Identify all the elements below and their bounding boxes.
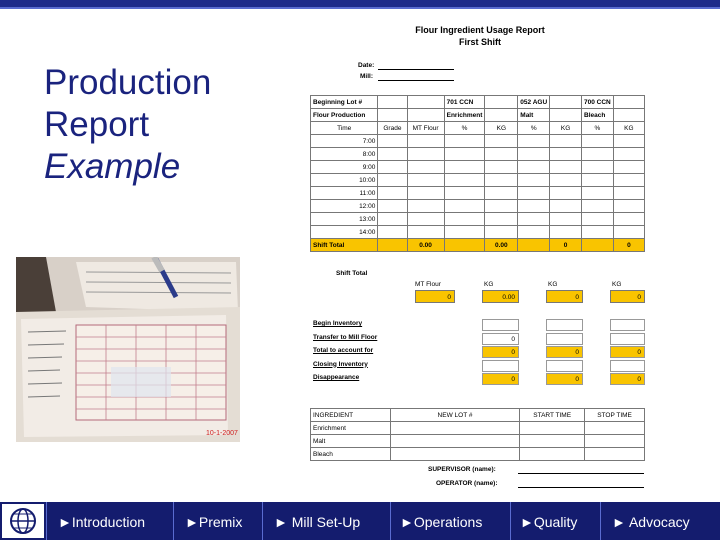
inventory-value[interactable] (610, 333, 645, 345)
entry-cell[interactable] (518, 200, 550, 213)
shift-total-cell: 0 (613, 239, 644, 252)
report-subtitle: First Shift (459, 37, 501, 47)
entry-cell[interactable] (550, 148, 582, 161)
column-header-cell: KG (485, 122, 518, 135)
time-cell: 14:00 (311, 226, 378, 239)
ingredient-row (311, 422, 645, 435)
lot-header-cell: 701 CCN (444, 96, 485, 109)
product-header-cell: Flour Production (311, 109, 378, 122)
report-photo (16, 257, 240, 442)
operator-label: OPERATOR (name): (436, 480, 498, 487)
date-label: Date: (358, 62, 375, 69)
column-header-cell: % (444, 122, 485, 135)
entry-cell[interactable] (378, 200, 407, 213)
summary-mt-flour: 0 (415, 290, 455, 303)
shift-total-cell (444, 239, 485, 252)
nav-mill-setup[interactable]: ► Mill Set-Up (274, 514, 361, 530)
entry-cell[interactable] (407, 187, 444, 200)
entry-cell[interactable] (378, 135, 407, 148)
entry-cell[interactable] (378, 213, 407, 226)
shift-total-cell (378, 239, 407, 252)
entry-cell[interactable] (378, 187, 407, 200)
entry-cell[interactable] (378, 161, 407, 174)
entry-cell[interactable] (550, 174, 582, 187)
inventory-value[interactable]: 0 (610, 346, 645, 358)
entry-cell[interactable] (444, 148, 485, 161)
entry-cell[interactable] (550, 161, 582, 174)
time-row (311, 187, 645, 200)
inventory-value[interactable]: 0 (610, 373, 645, 385)
ingredient-header-cell: NEW LOT # (390, 409, 519, 422)
lot-header-cell (407, 96, 444, 109)
production-table (310, 95, 645, 252)
ingredient-header-row (311, 409, 645, 422)
entry-cell[interactable] (550, 135, 582, 148)
entry-cell[interactable] (407, 148, 444, 161)
entry-cell[interactable] (407, 161, 444, 174)
entry-cell[interactable] (518, 187, 550, 200)
inventory-label: Closing Inventory (313, 360, 368, 368)
entry-cell[interactable] (582, 226, 614, 239)
entry-cell[interactable] (485, 161, 518, 174)
shift-total-label: Shift Total (336, 270, 368, 277)
column-header-cell: MT Flour (407, 122, 444, 135)
entry-cell[interactable] (444, 200, 485, 213)
entry-cell[interactable] (613, 161, 644, 174)
entry-cell[interactable] (613, 187, 644, 200)
nav-premix[interactable]: ►Premix (185, 514, 243, 530)
ingredient-entry-cell[interactable] (585, 435, 645, 448)
lot-header-cell: 052 AGU (518, 96, 550, 109)
entry-cell[interactable] (444, 135, 485, 148)
inventory-value[interactable]: 0 (482, 346, 519, 358)
inventory-label: Total to account for (313, 347, 374, 354)
inventory-value[interactable] (610, 360, 645, 372)
entry-cell[interactable] (378, 226, 407, 239)
product-header-cell (550, 109, 582, 122)
entry-cell[interactable] (582, 135, 614, 148)
ingredient-name-cell: Malt (311, 435, 391, 448)
entry-cell[interactable] (485, 226, 518, 239)
ingredient-entry-cell[interactable] (585, 422, 645, 435)
entry-cell[interactable] (378, 148, 407, 161)
time-row (311, 174, 645, 187)
entry-cell[interactable] (582, 200, 614, 213)
shift-total-cell (518, 239, 550, 252)
column-header-cell: Grade (378, 122, 407, 135)
column-header-cell: Time (311, 122, 378, 135)
summary-kg-3: 0 (610, 290, 645, 303)
nav-divider (173, 502, 174, 540)
ingredient-name-cell: Enrichment (311, 422, 391, 435)
time-cell: 10:00 (311, 174, 378, 187)
shift-total-cell: 0 (550, 239, 582, 252)
title-line-1: Production (44, 63, 212, 102)
globe-logo-icon (0, 502, 46, 540)
inventory-value[interactable] (546, 333, 583, 345)
time-cell: 9:00 (311, 161, 378, 174)
shift-total-cell: Shift Total (311, 239, 378, 252)
inventory-value[interactable] (482, 360, 519, 372)
time-row (311, 200, 645, 213)
slide-title (44, 62, 211, 188)
lot-header-cell (485, 96, 518, 109)
product-header-cell (613, 109, 644, 122)
entry-cell[interactable] (613, 200, 644, 213)
entry-cell[interactable] (550, 213, 582, 226)
inventory-value[interactable] (610, 319, 645, 331)
ingredient-row (311, 448, 645, 461)
ingredient-header-cell: STOP TIME (585, 409, 645, 422)
mill-line[interactable] (378, 80, 454, 81)
inventory-value[interactable]: 0 (482, 333, 519, 345)
ingredient-entry-cell[interactable] (390, 435, 519, 448)
entry-cell[interactable] (518, 213, 550, 226)
product-header-cell (378, 109, 407, 122)
shift-total-cell: 0.00 (407, 239, 444, 252)
time-row (311, 213, 645, 226)
inventory-label: Transfer to Mill Floor (313, 333, 378, 341)
summary-kg-2: 0 (546, 290, 583, 303)
entry-cell[interactable] (550, 200, 582, 213)
title-line-2: Report (44, 105, 150, 144)
product-header-cell: Malt (518, 109, 550, 122)
inventory-value[interactable]: 0 (546, 346, 583, 358)
entry-cell[interactable] (444, 174, 485, 187)
column-header-cell: KG (613, 122, 644, 135)
entry-cell[interactable] (444, 187, 485, 200)
time-row (311, 161, 645, 174)
ingredient-row (311, 435, 645, 448)
nav-divider (510, 502, 511, 540)
inventory-label: Begin Inventory (313, 320, 363, 327)
shift-total-cell: 0.00 (485, 239, 518, 252)
nav-divider (390, 502, 391, 540)
ingredient-name-cell: Bleach (311, 448, 391, 461)
lot-header-cell: Beginning Lot # (311, 96, 378, 109)
entry-cell[interactable] (485, 148, 518, 161)
entry-cell[interactable] (518, 148, 550, 161)
entry-cell[interactable] (613, 213, 644, 226)
summary-header-4: KG (612, 281, 622, 288)
lot-header-cell (550, 96, 582, 109)
ingredient-header-cell: START TIME (520, 409, 585, 422)
entry-cell[interactable] (485, 187, 518, 200)
entry-cell[interactable] (485, 213, 518, 226)
report-title (380, 24, 580, 48)
time-row (311, 148, 645, 161)
entry-cell[interactable] (407, 174, 444, 187)
inventory-value[interactable] (482, 319, 519, 331)
entry-cell[interactable] (518, 135, 550, 148)
entry-cell[interactable] (613, 135, 644, 148)
product-header-cell: Bleach (582, 109, 614, 122)
entry-cell[interactable] (518, 226, 550, 239)
nav-introduction[interactable]: ►Introduction (58, 514, 146, 530)
entry-cell[interactable] (485, 174, 518, 187)
lot-header-cell (378, 96, 407, 109)
mill-label: Mill: (360, 73, 373, 80)
entry-cell[interactable] (444, 213, 485, 226)
nav-advocacy[interactable]: ► Advocacy (612, 514, 690, 530)
lot-header-cell (613, 96, 644, 109)
entry-cell[interactable] (407, 200, 444, 213)
nav-divider (46, 502, 47, 540)
ingredient-entry-cell[interactable] (390, 448, 519, 461)
inventory-value[interactable] (546, 360, 583, 372)
summary-kg-1: 0.00 (482, 290, 519, 303)
time-cell: 7:00 (311, 135, 378, 148)
ingredient-entry-cell[interactable] (520, 435, 585, 448)
column-header-cell: KG (550, 122, 582, 135)
entry-cell[interactable] (550, 226, 582, 239)
shift-total-row (311, 239, 645, 252)
entry-cell[interactable] (613, 226, 644, 239)
entry-cell[interactable] (444, 161, 485, 174)
entry-cell[interactable] (613, 174, 644, 187)
entry-cell[interactable] (518, 174, 550, 187)
time-row (311, 135, 645, 148)
entry-cell[interactable] (518, 161, 550, 174)
entry-cell[interactable] (485, 135, 518, 148)
entry-cell[interactable] (378, 174, 407, 187)
date-line[interactable] (378, 69, 454, 70)
ingredient-entry-cell[interactable] (390, 422, 519, 435)
summary-header-2: KG (484, 281, 494, 288)
time-rows (311, 135, 645, 239)
entry-cell[interactable] (444, 226, 485, 239)
time-cell: 11:00 (311, 187, 378, 200)
product-header-cell (485, 109, 518, 122)
header-row-lots (311, 96, 645, 109)
entry-cell[interactable] (613, 148, 644, 161)
entry-cell[interactable] (550, 187, 582, 200)
time-cell: 12:00 (311, 200, 378, 213)
nav-operations[interactable]: ►Operations (400, 514, 483, 530)
shift-total-cell (582, 239, 614, 252)
column-header-cell: % (518, 122, 550, 135)
supervisor-line[interactable] (518, 473, 644, 474)
entry-cell[interactable] (582, 148, 614, 161)
summary-header-3: KG (548, 281, 558, 288)
header-row-columns (311, 122, 645, 135)
header-row-products (311, 109, 645, 122)
product-header-cell: Enrichment (444, 109, 485, 122)
supervisor-label: SUPERVISOR (name): (428, 466, 496, 473)
nav-divider (262, 502, 263, 540)
inventory-value[interactable]: 0 (546, 373, 583, 385)
ingredient-header-cell: INGREDIENT (311, 409, 391, 422)
entry-cell[interactable] (485, 200, 518, 213)
inventory-label: Disappearance (313, 374, 360, 381)
inventory-value[interactable]: 0 (482, 373, 519, 385)
nav-quality[interactable]: ►Quality (520, 514, 578, 530)
entry-cell[interactable] (582, 161, 614, 174)
title-line-3: Example (44, 147, 181, 186)
ingredient-entry-cell[interactable] (520, 448, 585, 461)
time-cell: 8:00 (311, 148, 378, 161)
entry-cell[interactable] (582, 213, 614, 226)
entry-cell[interactable] (407, 135, 444, 148)
lot-header-cell: 700 CCN (582, 96, 614, 109)
operator-line[interactable] (518, 487, 644, 488)
column-header-cell: % (582, 122, 614, 135)
ingredient-rows (311, 422, 645, 461)
inventory-value[interactable] (546, 319, 583, 331)
ingredient-entry-cell[interactable] (520, 422, 585, 435)
entry-cell[interactable] (582, 174, 614, 187)
entry-cell[interactable] (407, 226, 444, 239)
entry-cell[interactable] (407, 213, 444, 226)
ingredient-table (310, 408, 645, 461)
report-title-text: Flour Ingredient Usage Report (415, 25, 545, 35)
entry-cell[interactable] (582, 187, 614, 200)
ingredient-entry-cell[interactable] (585, 448, 645, 461)
time-cell: 13:00 (311, 213, 378, 226)
nav-divider (600, 502, 601, 540)
top-bar (0, 0, 720, 9)
photo-datestamp: 10-1-2007 (206, 430, 238, 437)
product-header-cell (407, 109, 444, 122)
summary-header-1: MT Flour (415, 281, 441, 288)
time-row (311, 226, 645, 239)
